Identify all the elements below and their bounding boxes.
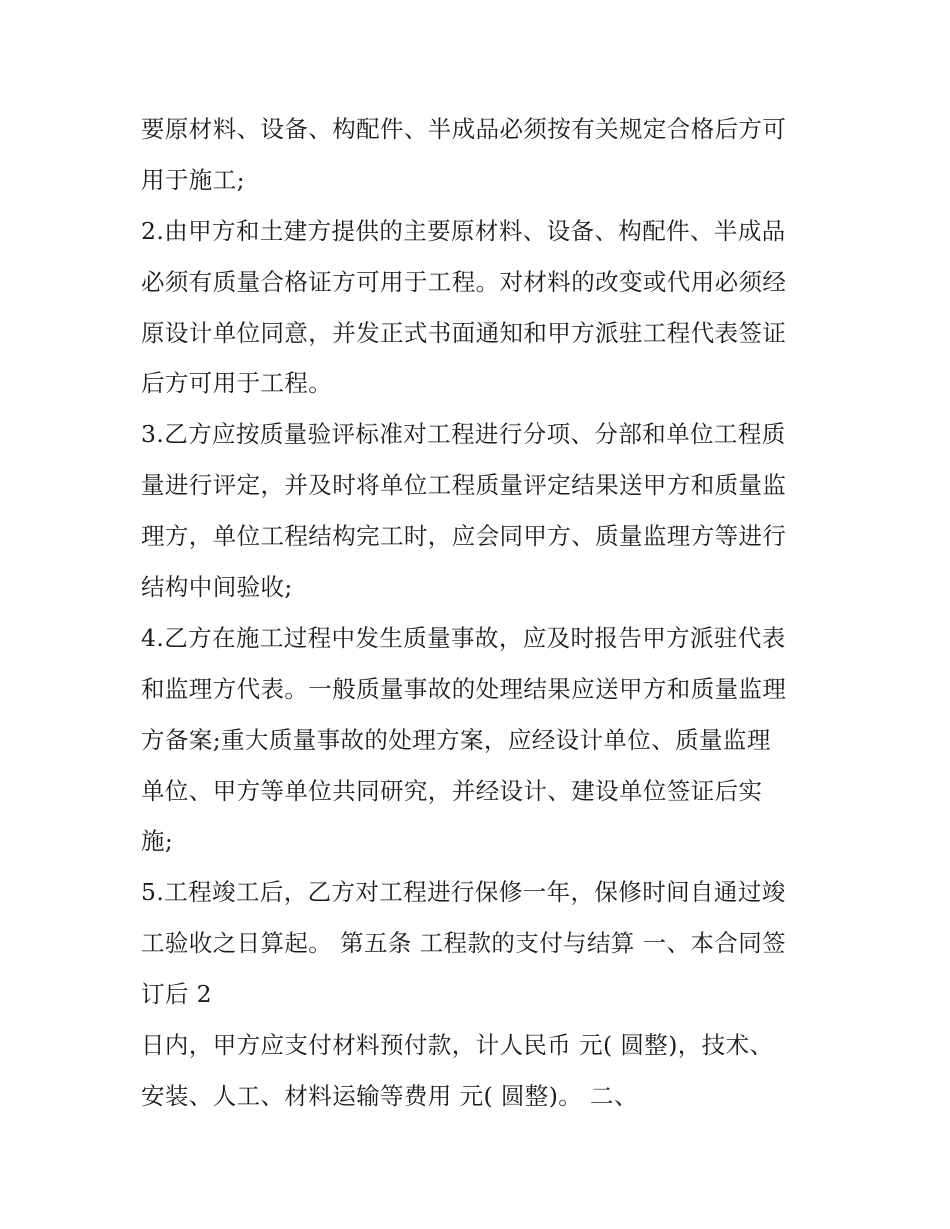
text-line-18: 订后 2 xyxy=(141,980,213,1009)
text-line-7: 3.乙方应按质量验评标准对工程进行分项、分部和单位工程质 xyxy=(141,420,786,449)
text-line-13: 方备案;重大质量事故的处理方案，应经设计单位、质量监理 xyxy=(141,725,771,754)
text-line-9: 理方，单位工程结构完工时，应会同甲方、质量监理方等进行 xyxy=(141,522,787,551)
text-line-4: 必须有质量合格证方可用于工程。对材料的改变或代用必须经 xyxy=(141,267,787,296)
text-line-2: 用于施工; xyxy=(141,165,245,194)
text-line-12: 和监理方代表。一般质量事故的处理结果应送甲方和质量监理 xyxy=(141,674,787,703)
text-line-1: 要原材料、设备、构配件、半成品必须按有关规定合格后方可 xyxy=(141,115,787,143)
text-line-5: 原设计单位同意，并发正式书面通知和甲方派驻工程代表签证 xyxy=(141,318,787,347)
text-line-3: 2.由甲方和土建方提供的主要原材料、设备、构配件、半成品 xyxy=(141,216,786,245)
text-line-17: 工验收之日算起。 第五条 工程款的支付与结算 一、本合同签 xyxy=(141,929,787,958)
text-line-15: 施; xyxy=(141,827,174,856)
text-line-14: 单位、甲方等单位共同研究，并经设计、建设单位签证后实 xyxy=(141,776,763,805)
text-line-11: 4.乙方在施工过程中发生质量事故，应及时报告甲方派驻代表 xyxy=(141,623,786,652)
text-line-10: 结构中间验收; xyxy=(141,573,293,602)
contract-text xyxy=(141,104,821,1122)
text-line-16: 5.工程竣工后，乙方对工程进行保修一年，保修时间自通过竣 xyxy=(141,878,786,907)
text-line-6: 后方可用于工程。 xyxy=(141,369,333,398)
text-line-8: 量进行评定，并及时将单位工程质量评定结果送甲方和质量监 xyxy=(141,471,787,500)
text-line-20: 安装、人工、材料运输等费用 元( 圆整)。 二、 xyxy=(141,1081,638,1110)
text-line-19: 日内，甲方应支付材料预付款，计人民币 元( 圆整)，技术、 xyxy=(141,1031,774,1060)
